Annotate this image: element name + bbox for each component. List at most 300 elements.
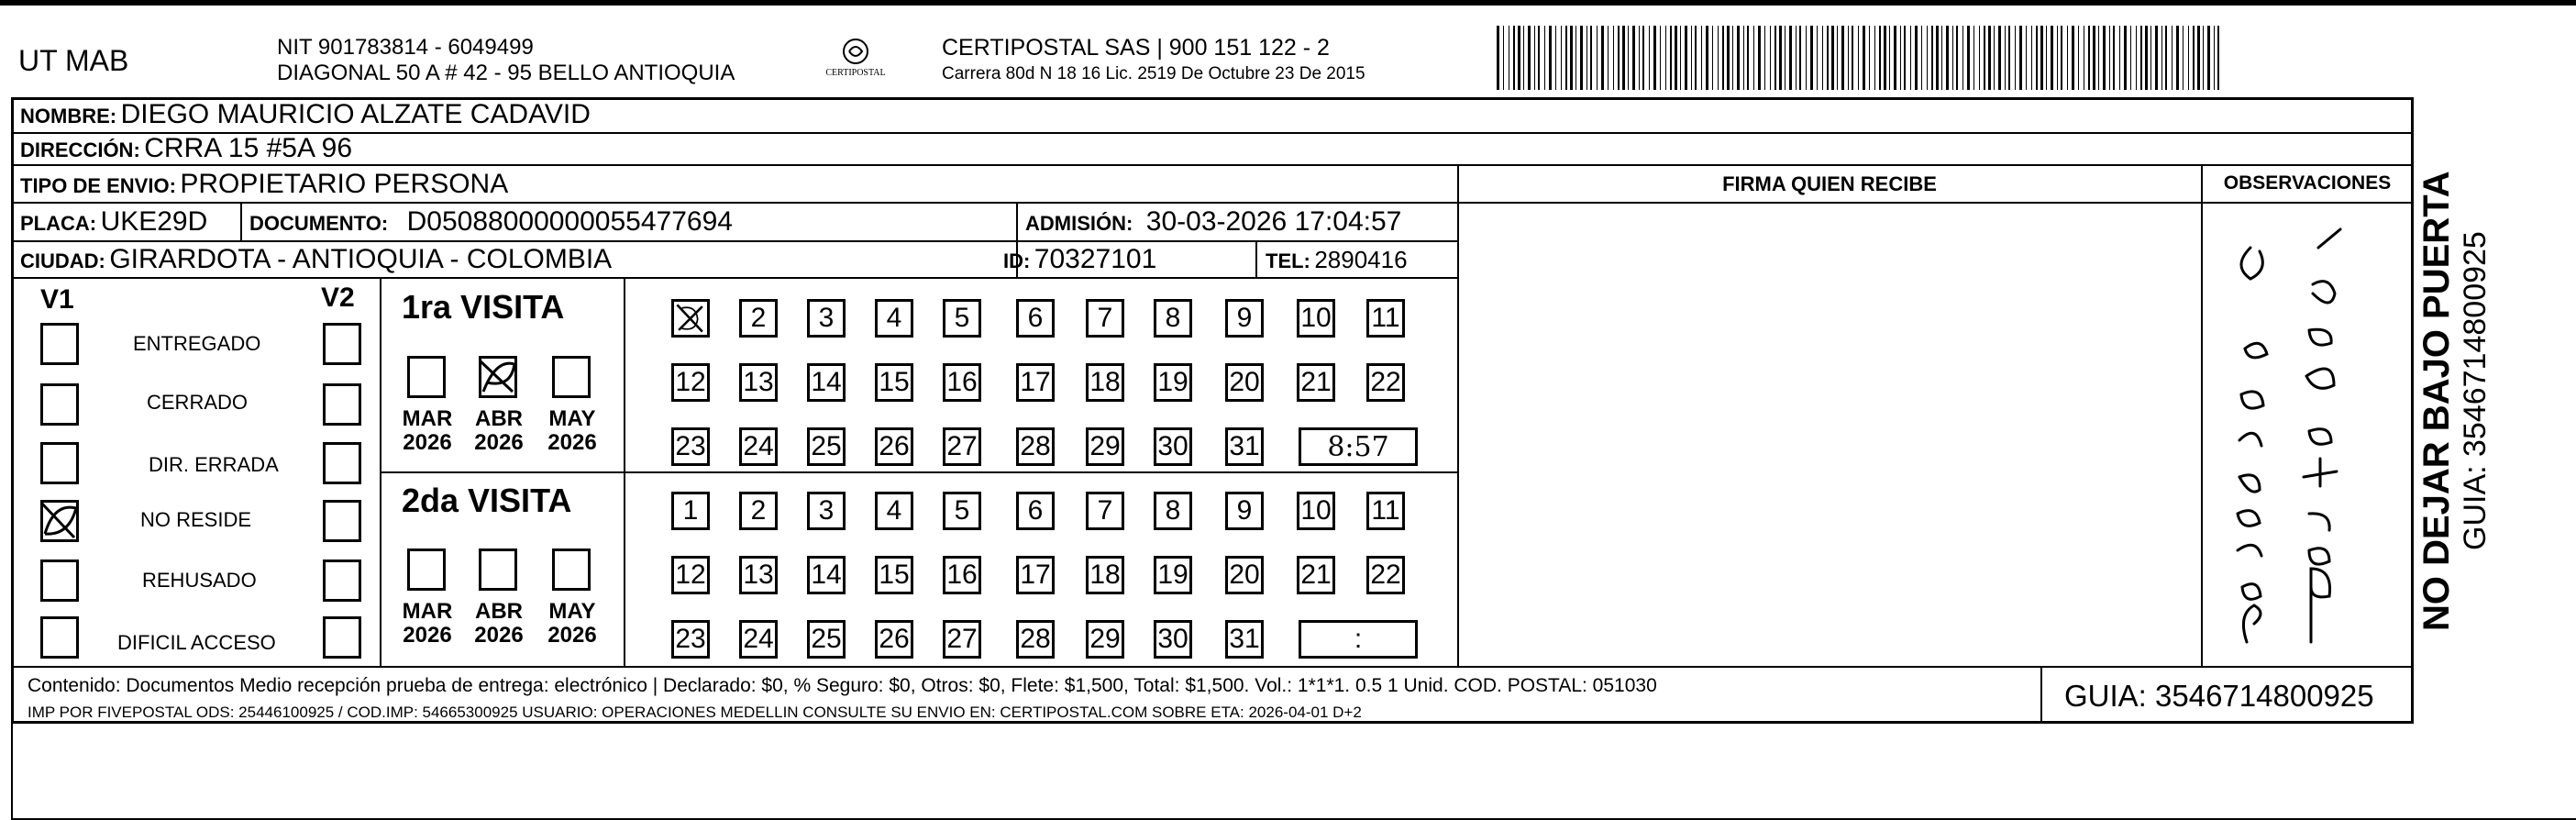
first-visit-day-2[interactable]: 2 [739,299,778,338]
second-visit-day-30[interactable]: 30 [1154,620,1192,659]
barcode-bar [2067,26,2068,90]
placa-label: PLACA: [20,212,97,235]
first-visit-day-15[interactable]: 15 [875,363,913,402]
direccion-value: CRRA 15 #5A 96 [144,133,353,163]
handwritten-check-icon [478,355,522,397]
first-visit-time-field[interactable]: 8:57 [1299,427,1418,466]
tel-label: TEL: [1266,249,1310,272]
v1-checkbox-entregado[interactable] [40,323,79,365]
nombre-label: NOMBRE: [20,105,117,127]
barcode-bar [1570,26,1573,90]
barcode-bar [1915,26,1918,90]
barcode-bar [1941,26,1942,90]
barcode-bar [1649,26,1650,90]
second-visit-day-1[interactable]: 1 [671,492,710,530]
first-visit-day-19[interactable]: 19 [1154,363,1192,402]
first-visit-day-7[interactable]: 7 [1086,299,1124,338]
first-visit-month-may-box[interactable] [552,356,591,398]
barcode-bar [1858,26,1859,90]
row-divider [13,277,1458,279]
month-year: 2026 [403,623,452,648]
observaciones-label: OBSERVACIONES [2223,172,2392,194]
first-visit-day-4[interactable]: 4 [875,299,913,338]
second-visit-time-field[interactable]: : [1299,620,1418,659]
visit-divider [380,471,1458,473]
barcode-bar [1827,26,1829,90]
second-visit-day-9[interactable]: 9 [1225,492,1264,530]
v2-checkbox-dir-errada[interactable] [323,442,361,484]
barcode-bar [2061,26,2062,90]
second-visit-day-13[interactable]: 13 [739,556,778,594]
row-divider [13,164,2412,166]
barcode-bar [1549,26,1552,90]
barcode-bar [1979,26,1980,90]
barcode-bar [1874,26,1875,90]
barcode-bar [2214,26,2215,90]
barcode-bar [2197,26,2200,90]
barcode-bar [1561,26,1562,90]
company-name: CERTIPOSTAL SAS | 900 151 122 - 2 [942,35,1330,61]
barcode-bar [1528,26,1531,90]
barcode-bar [1590,26,1592,90]
page-top-border [0,0,2576,6]
second-visit-day-20[interactable]: 20 [1225,556,1264,594]
barcode-bar [1900,26,1901,90]
first-visit-day-12[interactable]: 12 [671,363,710,402]
barcode-bar [1653,26,1656,90]
barcode-bar [1608,26,1609,90]
first-visit-day-21[interactable]: 21 [1297,363,1335,402]
barcode-bar [2145,26,2148,90]
first-visit-day-31[interactable]: 31 [1225,427,1264,466]
barcode-bar [1753,26,1754,90]
second-visit-day-22[interactable]: 22 [1366,556,1405,594]
barcode-bar [1680,26,1681,90]
barcode-bar [1722,26,1724,90]
barcode-bar [1503,26,1504,90]
v1-checkbox-rehusado[interactable] [40,560,79,602]
month-name: MAY [548,406,596,431]
second-visit-month-abr [471,600,526,648]
second-visit-day-14[interactable]: 14 [807,556,846,594]
barcode-bar [1747,26,1749,90]
tipo-value: PROPIETARIO PERSONA [180,169,509,199]
second-visit-day-25[interactable]: 25 [807,620,846,659]
second-visit-day-17[interactable]: 17 [1016,556,1055,594]
barcode-bar [1613,26,1614,90]
month-year: 2026 [547,623,597,648]
barcode-bar [1779,26,1782,90]
status-label-rehusado: REHUSADO [142,569,257,592]
barcode-bar [2109,26,2110,90]
first-visit-day-25[interactable]: 25 [807,427,846,466]
second-visit-month-may [545,600,600,648]
first-visit-day-16[interactable]: 16 [943,363,981,402]
barcode-bar [2098,26,2099,90]
sender-address: DIAGONAL 50 A # 42 - 95 BELLO ANTIOQUIA [277,61,735,85]
barcode-bar [1601,26,1604,90]
status-label-dificil-acceso: DIFICIL ACCESO [117,631,276,654]
barcode-bar [1789,26,1792,90]
first-visit-day-18[interactable]: 18 [1086,363,1124,402]
status-label-no-reside: NO RESIDE [140,508,252,531]
admision-field [1025,206,1401,238]
barcode-bar [1758,26,1761,90]
first-visit-month-abr [471,407,526,455]
first-visit-day-30[interactable]: 30 [1154,427,1192,466]
barcode-bar [1565,26,1567,90]
second-visit-day-21[interactable]: 21 [1297,556,1335,594]
month-year: 2026 [474,430,524,455]
company-license: Carrera 80d N 18 16 Lic. 2519 De Octubre 23 De 2015 [942,64,1365,83]
barcode-bar [1732,26,1733,90]
col-divider [1457,165,1459,666]
barcode-bar [1822,26,1823,90]
barcode-bar [1904,26,1906,90]
v1-label: V1 [40,284,74,315]
direccion-row [20,133,352,164]
barcode-bar [1639,26,1640,90]
barcode-bar [1580,26,1583,90]
first-visit-day-26[interactable]: 26 [875,427,913,466]
first-visit-day-8[interactable]: 8 [1154,299,1192,338]
v2-checkbox-entregado[interactable] [323,323,361,365]
barcode-bar [1848,26,1849,90]
placa-value: UKE29D [100,206,208,237]
barcode-bar [1665,26,1666,90]
barcode-bar [2093,26,2095,90]
second-visit-day-2[interactable]: 2 [739,492,778,530]
v2-checkbox-rehusado[interactable] [323,560,361,602]
month-year: 2026 [403,430,452,455]
status-label-cerrado: CERRADO [147,391,249,414]
second-visit-day-29[interactable]: 29 [1086,620,1124,659]
barcode-bar [1618,26,1620,90]
barcode-bar [1956,26,1958,90]
second-visit-day-31[interactable]: 31 [1225,620,1264,659]
certipostal-logo-icon [814,35,897,86]
ciudad-field [20,244,612,275]
first-visit-day-22[interactable]: 22 [1366,363,1405,402]
second-visit-day-18[interactable]: 18 [1086,556,1124,594]
second-visit-day-15[interactable]: 15 [875,556,913,594]
barcode-bar [2036,26,2038,90]
first-visit-day-9[interactable]: 9 [1225,299,1264,338]
barcode-bar [1764,26,1765,90]
side-warning: NO DEJAR BAJO PUERTA [2416,171,2457,631]
second-visit-month-mar-box[interactable] [407,549,446,591]
barcode-bar [2005,26,2006,90]
second-visit-day-27[interactable]: 27 [943,620,981,659]
barcode-bar [2057,26,2058,90]
barcode-bar [1555,26,1556,90]
month-year: 2026 [474,623,524,648]
admision-value: 30-03-2026 17:04:57 [1145,206,1402,237]
barcode-bar [1998,26,2001,90]
v2-checkbox-cerrado[interactable] [323,383,361,426]
barcode-bar [1534,26,1535,90]
barcode-bar [1622,26,1625,90]
barcode-bar [2078,26,2079,90]
documento-value: D05088000000055477694 [406,206,733,237]
barcode-bar [2207,26,2210,90]
tipo-row [20,169,508,200]
barcode-bar [1994,26,1995,90]
barcode-bar [2193,26,2195,90]
barcode-bar [1921,26,1922,90]
barcode-bar [1701,26,1702,90]
second-visit-day-10[interactable]: 10 [1297,492,1335,530]
month-name: MAY [548,599,596,624]
barcode-bar [1852,26,1853,90]
v1-checkbox-dir-errada[interactable] [40,442,79,484]
barcode-bar [1931,26,1933,90]
second-visit-month-may-box[interactable] [552,549,591,591]
footer-content-line: Contenido: Documentos Medio recepción prueba de entrega: electrónico | Declarado: $0, % Seguro: $0, Otros: $0, Flete: $1,500, Total: $1,500. Vol.: 1*1*1. 0.5 1 Unid. COD. POSTAL: 051030 [28,675,1657,696]
barcode-bar [1879,26,1881,90]
col-divider [2040,666,2042,723]
handwritten-check-icon [38,497,76,539]
first-visit-day-6[interactable]: 6 [1016,299,1055,338]
first-visit-day-24[interactable]: 24 [739,427,778,466]
barcode-bar [1889,26,1890,90]
barcode-bar [1863,26,1865,90]
documento-label: DOCUMENTO: [249,212,389,235]
barcode-bar [2165,26,2167,90]
second-visit-day-23[interactable]: 23 [671,620,710,659]
barcode-bar [2155,26,2158,90]
status-label-dir-errada: DIR. ERRADA [149,453,279,476]
barcode-bar [1695,26,1697,90]
barcode-bar [2026,26,2027,90]
second-visit-day-16[interactable]: 16 [943,556,981,594]
barcode-bar [1632,26,1635,90]
first-visit-day-14[interactable]: 14 [807,363,846,402]
barcode-bar [2040,26,2043,90]
first-visit-day-1[interactable] [671,299,710,338]
month-name: ABR [475,406,523,431]
barcode-bar [1984,26,1985,90]
barcode-bar [1884,26,1886,90]
nombre-row [20,99,591,130]
barcode-bar [2217,26,2219,90]
barcode-bar [2051,26,2053,90]
tel-field [1266,246,1408,274]
barcode-bar [2130,26,2131,90]
barcode-bar [2176,26,2179,90]
first-visit-month-may [545,407,600,455]
barcode-bar [1628,26,1629,90]
barcode-bar [1894,26,1896,90]
barcode-bar [1523,26,1524,90]
barcode-bar [1910,26,1911,90]
second-visit-day-8[interactable]: 8 [1154,492,1192,530]
barcode-bar [1743,26,1744,90]
second-visit-day-19[interactable]: 19 [1154,556,1192,594]
barcode-bar [1831,26,1834,90]
placa-field [20,206,207,238]
barcode-bar [1685,26,1687,90]
barcode-bar [2008,26,2010,90]
barcode-bar [1706,26,1708,90]
barcode-bar [1774,26,1776,90]
first-visit-day-5[interactable]: 5 [943,299,981,338]
barcode-bar [1513,26,1515,90]
barcode-bar [1597,26,1598,90]
status-label-entregado: ENTREGADO [133,332,261,355]
v2-label: V2 [321,283,355,313]
barcode-bar [2031,26,2032,90]
ciudad-value: GIRARDOTA - ANTIOQUIA - COLOMBIA [109,244,613,274]
barcode-bar [1737,26,1740,90]
barcode-bar [1538,26,1540,90]
nombre-value: DIEGO MAURICIO ALZATE CADAVID [120,99,591,129]
barcode-bar [2046,26,2047,90]
v2-checkbox-no-reside[interactable] [323,500,361,542]
first-visit-day-17[interactable]: 17 [1016,363,1055,402]
id-field [1003,244,1156,275]
footer-guia: GUIA: 3546714800925 [2064,679,2374,713]
second-visit-day-7[interactable]: 7 [1086,492,1124,530]
tipo-label: TIPO DE ENVIO: [20,174,176,197]
second-visit-month-mar [400,600,455,648]
barcode-bar [1642,26,1644,90]
row-divider [13,132,2412,134]
id-label: ID: [1003,249,1031,272]
first-visit-day-20[interactable]: 20 [1225,363,1264,402]
first-visit-day-3[interactable]: 3 [807,299,846,338]
direccion-label: DIRECCIÓN: [20,139,140,161]
id-value: 70327101 [1034,244,1157,274]
tel-value: 2890416 [1314,246,1408,273]
barcode-bar [2103,26,2106,90]
barcode-bar [1575,26,1576,90]
second-visit-day-4[interactable]: 4 [875,492,913,530]
month-year: 2026 [547,430,597,455]
first-visit-day-23[interactable]: 23 [671,427,710,466]
barcode-bar [1927,26,1928,90]
barcode-bar [1936,26,1939,90]
month-name: ABR [475,599,523,624]
barcode-bar [1806,26,1807,90]
barcode-bar [1785,26,1786,90]
barcode-bar [1718,26,1719,90]
second-visit-day-12[interactable]: 12 [671,556,710,594]
barcode-bar [2161,26,2162,90]
sender-code: UT MAB [18,44,129,77]
first-visit-day-13[interactable]: 13 [739,363,778,402]
barcode-bar [1799,26,1801,90]
documento-field [249,206,733,238]
second-visit-month-abr-box[interactable] [479,549,517,591]
row-divider [13,202,2412,204]
first-visit-title: 1ra VISITA [402,288,565,326]
sender-nit: NIT 901783814 - 6049499 [277,35,534,60]
barcode-bar [1691,26,1692,90]
row-divider [13,240,1458,242]
first-visit-day-10[interactable]: 10 [1297,299,1335,338]
first-visit-day-27[interactable]: 27 [943,427,981,466]
second-visit-day-11[interactable]: 11 [1366,492,1405,530]
barcode-bar [1962,26,1963,90]
col-divider [240,202,242,240]
barcode-bar [1817,26,1818,90]
barcode-bar [1952,26,1953,90]
second-visit-day-28[interactable]: 28 [1016,620,1055,659]
barcode-bar [1973,26,1974,90]
first-visit-day-11[interactable]: 11 [1366,299,1405,338]
v1-checkbox-dificil-acceso[interactable] [40,616,79,659]
v1-checkbox-cerrado[interactable] [40,383,79,426]
svg-text:CERTIPOSTAL: CERTIPOSTAL [825,68,886,78]
handwritten-x-icon [674,299,707,338]
footer-imp-line: IMP POR FIVEPOSTAL ODS: 25446100925 / COD.IMP: 54665300925 USUARIO: OPERACIONES MEDELLIN CONSULTE SU ENVIO EN: CERTIPOSTAL.COM SOBRE ETA: 2026-04-01 D+2 [28,704,1362,721]
firma-label: FIRMA QUIEN RECIBE [1722,172,1937,195]
barcode-bar [2088,26,2090,90]
barcode-bar [1810,26,1813,90]
barcode-bar [1675,26,1677,90]
barcode-bar [1712,26,1713,90]
first-visit-month-mar [400,407,455,455]
col-divider [2201,165,2203,666]
first-visit-day-29[interactable]: 29 [1086,427,1124,466]
barcode [1497,26,2227,90]
month-name: MAR [402,406,453,431]
barcode-bar [1841,26,1844,90]
barcode-bar [1544,26,1545,90]
row-divider [13,666,2412,668]
barcode-bar [1727,26,1730,90]
barcode-bar [2015,26,2016,90]
barcode-bar [1796,26,1797,90]
barcode-bar [1670,26,1672,90]
first-visit-day-28[interactable]: 28 [1016,427,1055,466]
second-visit-day-6[interactable]: 6 [1016,492,1055,530]
barcode-bar [2113,26,2115,90]
first-visit-month-mar-box[interactable] [407,356,446,398]
barcode-bar [1770,26,1771,90]
barcode-bar [1988,26,1991,90]
second-visit-day-5[interactable]: 5 [943,492,981,530]
second-visit-title: 2da VISITA [402,482,572,519]
barcode-bar [1837,26,1838,90]
barcode-bar [1497,26,1499,90]
barcode-bar [2140,26,2142,90]
second-visit-day-26[interactable]: 26 [875,620,913,659]
first-visit-month-abr-box[interactable] [479,356,517,398]
barcode-bar [2183,26,2184,90]
barcode-bar [2124,26,2127,90]
barcode-bar [2072,26,2074,90]
barcode-bar [1660,26,1661,90]
month-name: MAR [402,599,453,624]
handwriting-icon [2210,211,2412,660]
barcode-bar [2150,26,2151,90]
side-guia: GUIA: 3546714800925 [2458,231,2493,550]
barcode-bar [1967,26,1970,90]
second-visit-day-24[interactable]: 24 [739,620,778,659]
admision-label: ADMISIÓN: [1025,212,1133,235]
barcode-bar [2203,26,2204,90]
v1-checkbox-no-reside[interactable] [40,500,79,542]
barcode-bar [1518,26,1520,90]
second-visit-day-3[interactable]: 3 [807,492,846,530]
v2-checkbox-dificil-acceso[interactable] [323,616,361,659]
barcode-bar [2019,26,2022,90]
barcode-bar [2188,26,2189,90]
barcode-bar [2136,26,2137,90]
barcode-bar [1946,26,1949,90]
